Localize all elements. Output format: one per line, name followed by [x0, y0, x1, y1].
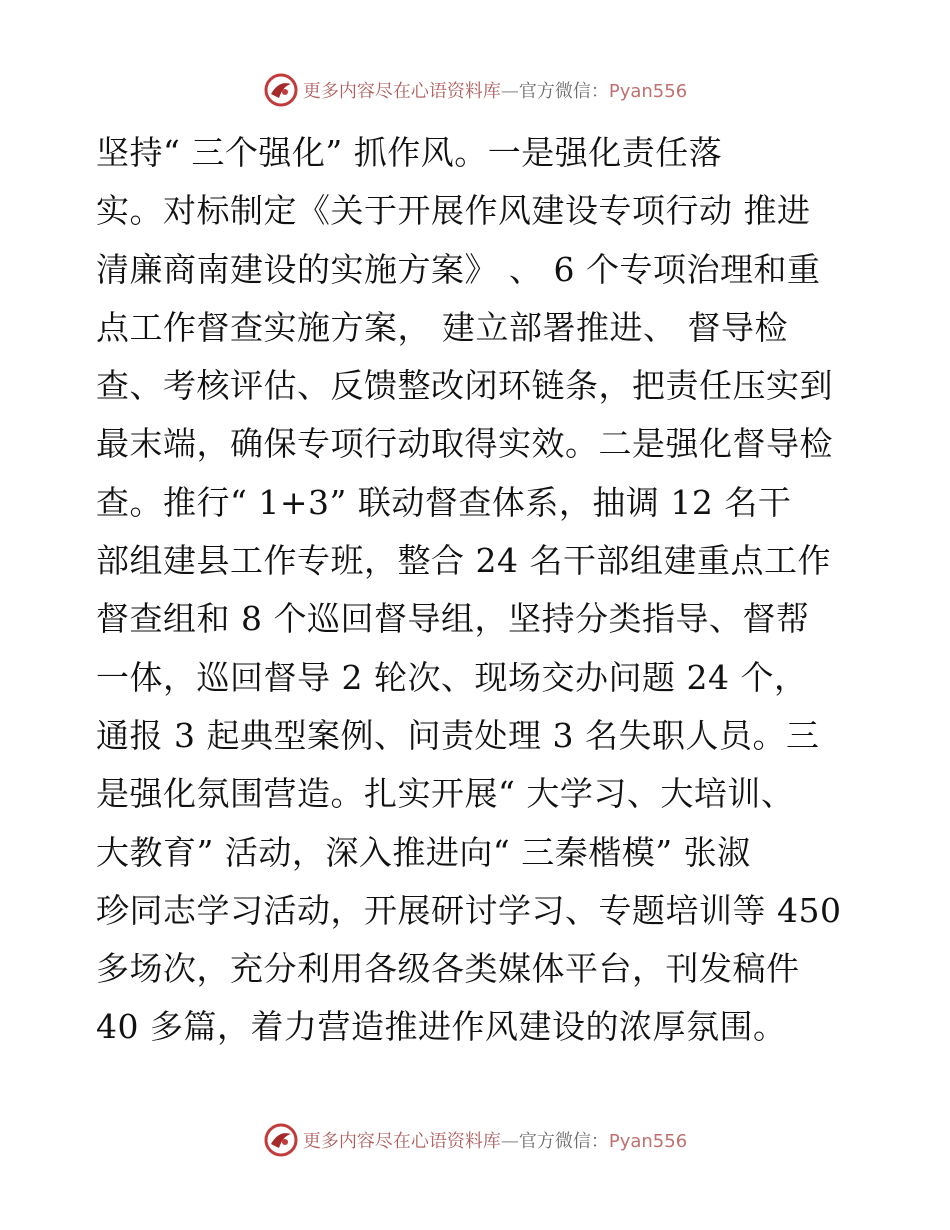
footer-middle-text: 官方微信： [518, 1131, 609, 1152]
header-banner [0, 70, 950, 110]
footer-wechat-id: Pyan556 [608, 1131, 688, 1152]
body-line: 40 多篇，着力营造推进作风建设的浓厚氛围。 [96, 1007, 787, 1047]
body-line: 部组建县工作专班，整合 24 名干部组建重点工作 [96, 541, 831, 581]
body-line: 实。对标制定《关于开展作风建设专项行动 推进 [96, 191, 811, 231]
red-swirl-logo-icon [263, 1122, 299, 1158]
header-banner-text [303, 77, 687, 103]
document-body [96, 124, 856, 1057]
body-line: 查、考核评估、反馈整改闭环链条，把责任压实到 [96, 366, 833, 406]
body-line: 珍同志学习活动，开展研讨学习、专题培训等 450 [96, 890, 842, 930]
footer-banner [0, 1120, 950, 1160]
footer-site-text: 更多内容尽在心语资料库 [302, 1131, 501, 1152]
body-line: 督查组和 8 个巡回督导组，坚持分类指导、督帮 [96, 599, 810, 639]
header-site-text: 更多内容尽在心语资料库 [302, 81, 501, 102]
header-wechat-id: Pyan556 [608, 81, 688, 102]
footer-separator: — [500, 1131, 519, 1152]
body-line: 多场次，充分利用各级各类媒体平台，刊发稿件 [96, 949, 800, 989]
body-line: 通报 3 起典型案例、问责处理 3 名失职人员。三 [96, 715, 820, 755]
footer-banner-text [303, 1127, 687, 1153]
red-swirl-logo-icon [263, 72, 299, 108]
header-middle-text: 官方微信： [518, 81, 609, 102]
header-separator: — [500, 81, 519, 102]
body-line: 查。推行“ 1+3” 联动督查体系，抽调 12 名干 [96, 482, 792, 522]
body-line: 坚持“ 三个强化” 抓作风。一是强化责任落 [96, 133, 723, 172]
body-line: 一体，巡回督导 2 轮次、现场交办问题 24 个， [96, 657, 808, 697]
body-line: 最末端，确保专项行动取得实效。二是强化督导检 [96, 424, 833, 464]
body-line: 大教育” 活动，深入推进向“ 三秦楷模” 张淑 [96, 832, 751, 872]
body-line: 清廉商南建设的实施方案》 、 6 个专项治理和重 [96, 249, 821, 289]
body-line: 点工作督查实施方案， 建立部署推进、 督导检 [96, 307, 788, 347]
body-line: 是强化氛围营造。扎实开展“ 大学习、大培训、 [96, 774, 795, 814]
